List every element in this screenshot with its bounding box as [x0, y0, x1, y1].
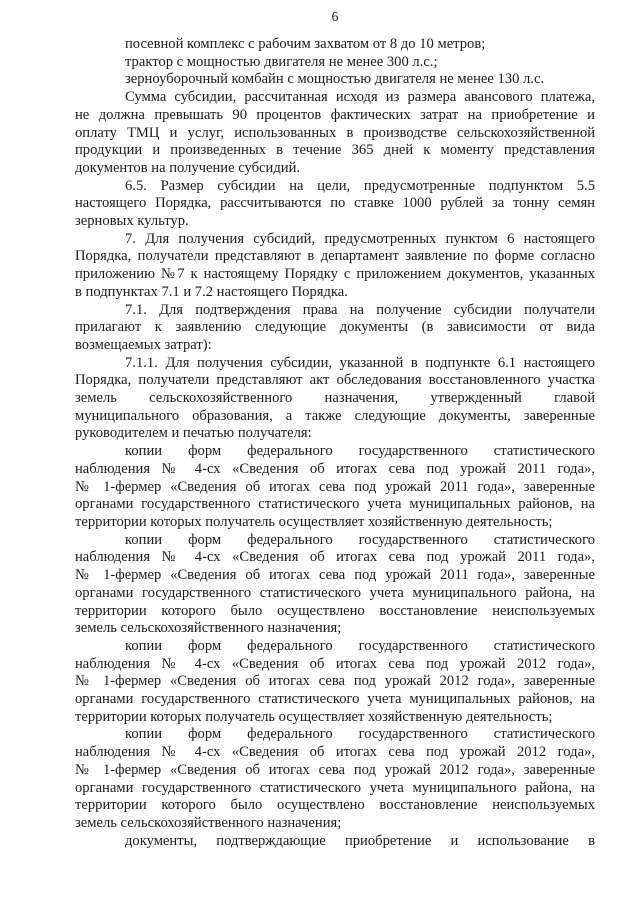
text-line: копии форм федерального государственного статистического [125, 637, 595, 654]
text-line: копии форм федерального государственного статистического [125, 443, 595, 460]
text-line: наблюдения № 4-сх «Сведения об итогах сева под урожай 2011 года», [75, 549, 595, 566]
text-line: органами государственного статистического учета муниципального района, на [75, 779, 595, 796]
text-line: территории которого было осуществлено восстановление неиспользуемых [75, 602, 595, 619]
text-line: продукции и произведенных в течение 365 дней к моменту представления [75, 142, 595, 159]
text-line: прилагают к заявлению следующие документы (в зависимости от вида [75, 319, 595, 336]
text-line: Порядка, получатели представляют акт обследования восстановленного участка [75, 372, 595, 389]
text-line: органами государственного статистического учета муниципальных районов, на [75, 496, 595, 513]
text-line: настоящего Порядка, рассчитываются по ставке 1000 рублей за тонну семян [75, 195, 595, 212]
text-line: территории которого было осуществлено восстановление неиспользуемых [75, 797, 595, 814]
text-line: руководителем и печатью получателя: [75, 425, 312, 442]
text-line: Сумма субсидии, рассчитанная исходя из размера авансового платежа, [125, 89, 595, 106]
text-line: органами государственного статистического учета муниципальных районов, на [75, 691, 595, 708]
text-line: оплату ТМЦ и услуг, использованных в производстве сельскохозяйственной [75, 124, 595, 141]
text-line: № 1-фермер «Сведения об итогах сева под урожай 2011 года», заверенные [75, 567, 595, 584]
text-line: муниципального образования, а также следующие документы, заверенные [75, 407, 595, 424]
document-body [75, 36, 595, 850]
text-line: документов на получение субсидий. [75, 159, 301, 176]
text-line: приложению №7 к настоящему Порядку с приложением документов, указанных [75, 266, 595, 283]
text-line: территории которых получатель осуществляет хозяйственную деятельность; [75, 708, 553, 725]
text-line: зерноуборочный комбайн с мощностью двигателя не менее 130 л.с. [125, 71, 545, 88]
text-line: 6.5. Размер субсидии на цели, предусмотренные подпунктом 5.5 [125, 177, 595, 194]
text-line: № 1-фермер «Сведения об итогах сева под урожай 2011 года», заверенные [75, 478, 595, 495]
text-line: трактор с мощностью двигателя не менее 300 л.с.; [125, 53, 438, 70]
text-line: не должна превышать 90 процентов фактических затрат на приобретение и [75, 106, 595, 123]
text-line: земель сельскохозяйственного назначения, утвержденный главой [75, 390, 595, 407]
text-line: документы, подтверждающие приобретение и использование в [125, 832, 595, 849]
text-line: посевной комплекс с рабочим захватом от 8 до 10 метров; [125, 36, 486, 52]
text-line: наблюдения № 4-сх «Сведения об итогах сева под урожай 2011 года», [75, 460, 595, 477]
text-line: органами государственного статистического учета муниципального района, на [75, 584, 595, 601]
page-number: 6 [331, 10, 339, 25]
text-line: территории которых получатель осуществляет хозяйственную деятельность; [75, 513, 553, 530]
text-line: копии форм федерального государственного статистического [125, 531, 595, 548]
text-line: № 1-фермер «Сведения об итогах сева под урожай 2012 года», заверенные [75, 761, 595, 778]
text-line: 7.1. Для подтверждения права на получение субсидии получатели [125, 301, 595, 318]
text-line: № 1-фермер «Сведения об итогах сева под урожай 2012 года», заверенные [75, 673, 595, 690]
text-line: копии форм федерального государственного статистического [125, 726, 595, 743]
text-line: земель сельскохозяйственного назначения; [75, 620, 342, 637]
text-line: 7.1.1. Для получения субсидии, указанной в подпункте 6.1 настоящего [125, 354, 595, 371]
text-line: наблюдения № 4-сх «Сведения об итогах сева под урожай 2012 года», [75, 655, 595, 672]
text-line: наблюдения № 4-сх «Сведения об итогах сева под урожай 2012 года», [75, 744, 595, 761]
text-line: 7. Для получения субсидий, предусмотренных пунктом 6 настоящего [125, 230, 595, 247]
text-line: зерновых культур. [75, 213, 189, 230]
text-line: Порядка, получатели представляют в департамент заявление по форме согласно [75, 248, 595, 265]
text-line: возмещаемых затрат): [75, 336, 212, 353]
text-line: в подпунктах 7.1 и 7.2 настоящего Порядка. [75, 283, 348, 300]
text-line: земель сельскохозяйственного назначения; [75, 814, 342, 831]
